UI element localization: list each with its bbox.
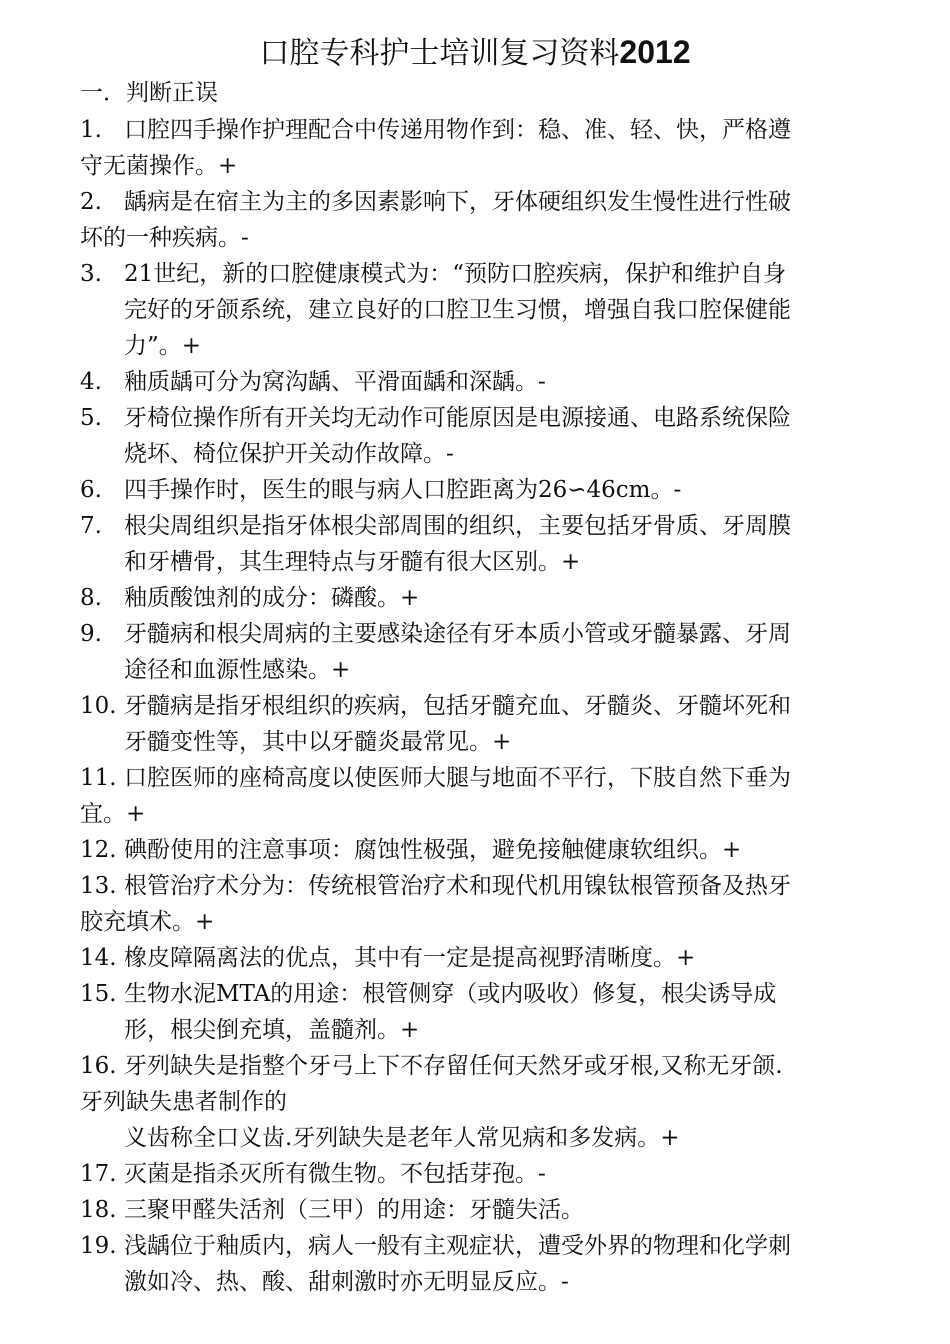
item-text-continuation: 形，根尖倒充填，盖髓剂。+ — [124, 1017, 420, 1043]
item-text: 橡皮障隔离法的优点，其中有一定是提高视野清晰度。+ — [124, 945, 696, 971]
item-number: 4. — [80, 369, 102, 395]
item-text-continuation: 力”。+ — [124, 333, 202, 359]
list-item — [80, 508, 872, 580]
item-number: 12. — [80, 837, 117, 863]
title-year: 2012 — [619, 34, 691, 70]
item-text-continuation: 途径和血源性感染。+ — [124, 657, 351, 683]
item-number: 1. — [80, 117, 102, 143]
item-text-continuation: 激如冷、热、酸、甜刺激时亦无明显反应。- — [124, 1269, 569, 1295]
item-text: 生物水泥MTA的用途：根管侧穿（或内吸收）修复，根尖诱导成 — [124, 981, 777, 1007]
item-number: 10. — [80, 693, 117, 719]
item-number: 11. — [80, 765, 117, 791]
item-first-line — [80, 832, 872, 868]
item-text: 牙髓病和根尖周病的主要感染途径有牙本质小管或牙髓暴露、牙周 — [124, 621, 791, 647]
list-item — [80, 184, 872, 256]
list-item — [80, 1048, 872, 1156]
list-item — [80, 832, 872, 868]
item-first-line — [80, 940, 872, 976]
item-number: 16. — [80, 1053, 117, 1079]
item-number: 18. — [80, 1197, 117, 1223]
item-number: 7. — [80, 513, 102, 539]
item-first-line — [80, 184, 872, 220]
list-item — [80, 1228, 872, 1300]
item-first-line — [80, 256, 872, 292]
item-text-continuation: 牙髓变性等，其中以牙髓炎最常见。+ — [124, 729, 512, 755]
item-first-line — [80, 364, 872, 400]
list-item — [80, 940, 872, 976]
item-first-line — [80, 976, 872, 1012]
item-text-continuation: 坏的一种疾病。- — [80, 225, 249, 251]
list-item — [80, 400, 872, 472]
list-item — [80, 364, 872, 400]
item-text: 灭菌是指杀灭所有微生物。不包括芽孢。- — [124, 1161, 546, 1187]
item-number: 19. — [80, 1233, 117, 1259]
list-item — [80, 976, 872, 1048]
item-number: 5. — [80, 405, 102, 431]
section-heading: 一．判断正误 — [80, 80, 218, 106]
item-number: 2. — [80, 189, 102, 215]
item-number: 14. — [80, 945, 117, 971]
item-text: 根管治疗术分为：传统根管治疗术和现代机用镍钛根管预备及热牙 — [124, 873, 791, 899]
item-number: 6. — [80, 477, 102, 503]
item-text: 口腔医师的座椅高度以使医师大腿与地面不平行，下肢自然下垂为 — [124, 765, 791, 791]
item-text: 浅龋位于釉质内，病人一般有主观症状，遭受外界的物理和化学刺 — [124, 1233, 791, 1259]
item-text-continuation: 义齿称全口义齿.牙列缺失是老年人常见病和多发病。+ — [124, 1125, 680, 1151]
item-number: 8. — [80, 585, 102, 611]
item-text: 牙椅位操作所有开关均无动作可能原因是电源接通、电路系统保险 — [124, 405, 791, 431]
item-text: 牙列缺失是指整个牙弓上下不存留任何天然牙或牙根,又称无牙颌. — [124, 1053, 783, 1079]
list-item — [80, 472, 872, 508]
item-text-continuation: 和牙槽骨，其生理特点与牙髓有很大区别。+ — [124, 549, 581, 575]
item-text-continuation: 牙列缺失患者制作的 — [80, 1089, 287, 1115]
item-first-line — [80, 760, 872, 796]
item-text: 釉质龋可分为窝沟龋、平滑面龋和深龋。- — [124, 369, 546, 395]
item-first-line — [80, 688, 872, 724]
list-item — [80, 616, 872, 688]
item-first-line — [80, 472, 872, 508]
item-number: 15. — [80, 981, 117, 1007]
item-text: 牙髓病是指牙根组织的疾病，包括牙髓充血、牙髓炎、牙髓坏死和 — [124, 693, 791, 719]
item-number: 17. — [80, 1161, 117, 1187]
item-first-line — [80, 112, 872, 148]
item-first-line — [80, 868, 872, 904]
item-first-line — [80, 1192, 872, 1228]
list-item — [80, 256, 872, 364]
list-item — [80, 688, 872, 760]
item-text: 21世纪，新的口腔健康模式为：“预防口腔疾病，保护和维护自身 — [124, 261, 787, 287]
item-text: 碘酚使用的注意事项：腐蚀性极强，避免接触健康软组织。+ — [124, 837, 742, 863]
item-text-continuation: 胶充填术。+ — [80, 909, 215, 935]
item-text: 釉质酸蚀剂的成分：磷酸。+ — [124, 585, 420, 611]
item-text-continuation: 守无菌操作。+ — [80, 153, 238, 179]
list-item — [80, 760, 872, 832]
item-text-continuation: 烧坏、椅位保护开关动作故障。- — [124, 441, 454, 467]
item-text: 口腔四手操作护理配合中传递用物作到：稳、准、轻、快，严格遵 — [124, 117, 791, 143]
item-first-line — [80, 616, 872, 652]
question-list — [80, 112, 872, 1300]
list-item — [80, 1156, 872, 1192]
list-item — [80, 868, 872, 940]
item-number: 9. — [80, 621, 102, 647]
item-first-line — [80, 508, 872, 544]
item-first-line — [80, 1048, 872, 1084]
item-first-line — [80, 1228, 872, 1264]
item-text: 四手操作时，医生的眼与病人口腔距离为26∽46cm。- — [124, 477, 682, 503]
list-item — [80, 112, 872, 184]
list-item — [80, 580, 872, 616]
item-first-line — [80, 1156, 872, 1192]
item-text: 龋病是在宿主为主的多因素影响下，牙体硬组织发生慢性进行性破 — [124, 189, 791, 215]
item-first-line — [80, 400, 872, 436]
list-item — [80, 1192, 872, 1228]
item-number: 13. — [80, 873, 117, 899]
item-text: 根尖周组织是指牙体根尖部周围的组织，主要包括牙骨质、牙周膜 — [124, 513, 791, 539]
item-first-line — [80, 580, 872, 616]
item-text: 三聚甲醛失活剂（三甲）的用途：牙髓失活。 — [124, 1197, 584, 1223]
item-number: 3. — [80, 261, 102, 287]
item-text-continuation: 完好的牙颌系统，建立良好的口腔卫生习惯，增强自我口腔保健能 — [124, 297, 791, 323]
item-text-continuation: 宜。+ — [80, 801, 146, 827]
page-title: 口腔专科护士培训复习资料2012 — [259, 34, 691, 71]
